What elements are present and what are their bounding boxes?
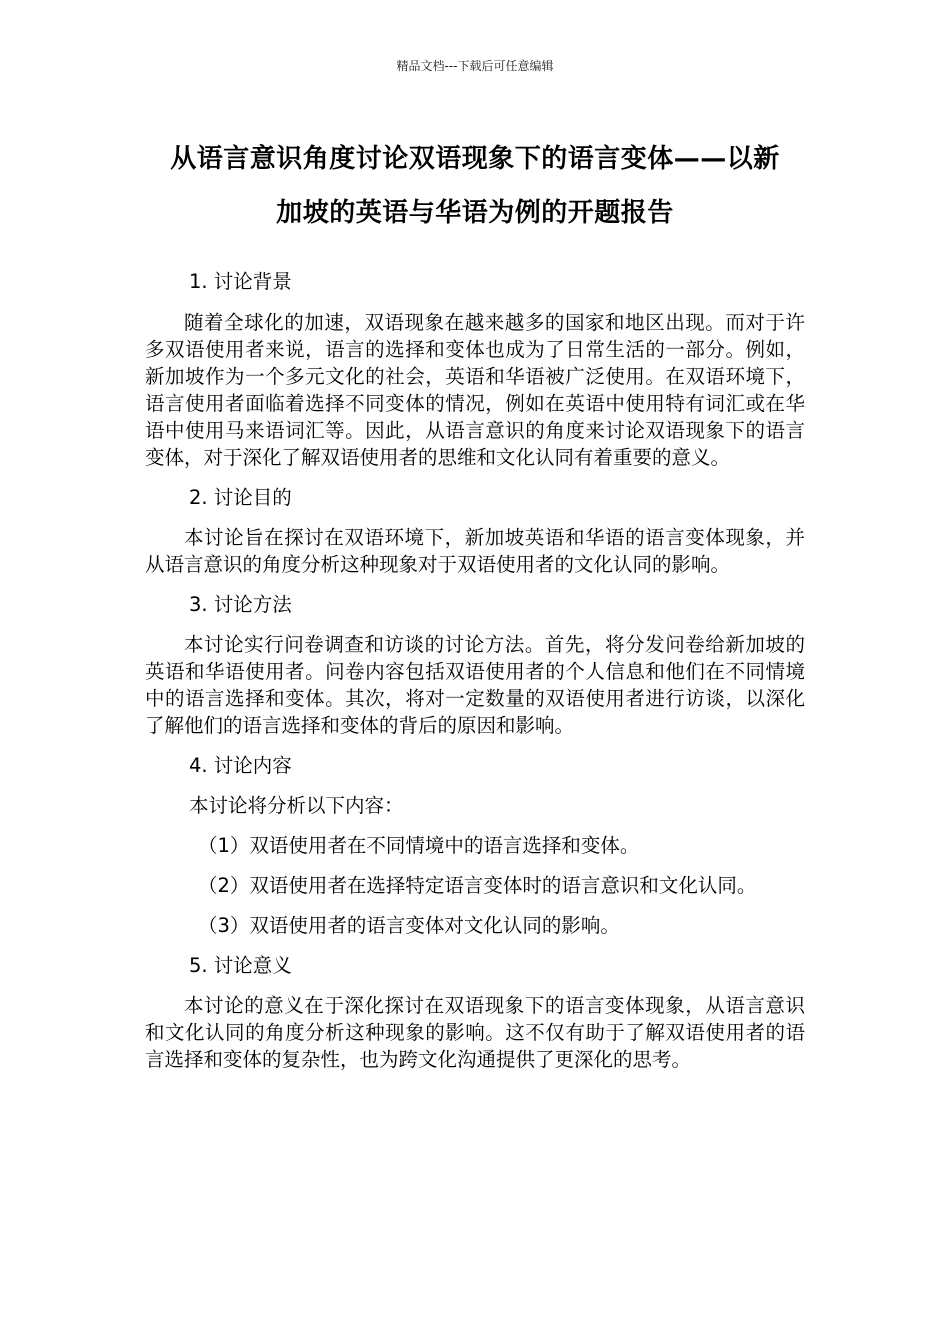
list-item: （1）双语使用者在不同情境中的语言选择和变体。 — [198, 834, 640, 857]
paragraph-purpose: 本讨论旨在探讨在双语环境下，新加坡英语和华语的语言变体现象，并从语言意识的角度分析这种现象对于双语使用者的文化认同的影响。 — [145, 526, 805, 576]
list-item: （3）双语使用者的语言变体对文化认同的影响。 — [198, 914, 620, 937]
section-heading-content: 4. 讨论内容 — [189, 754, 292, 777]
page-header: 精品文档---下载后可任意编辑 — [396, 59, 554, 73]
paragraph-method: 本讨论实行问卷调查和访谈的讨论方法。首先，将分发问卷给新加坡的英语和华语使用者。问卷内容包括双语使用者的个人信息和他们在不同情境中的语言选择和变体。其次，将对一定数量的双语使用者进行访谈，以深化了解他们的语言选择和变体的背后的原因和影响。 — [145, 633, 805, 737]
list-item: （2）双语使用者在选择特定语言变体时的语言意识和文化认同。 — [198, 874, 757, 897]
section-heading-significance: 5. 讨论意义 — [189, 954, 292, 977]
paragraph-background: 随着全球化的加速，双语现象在越来越多的国家和地区出现。而对于许多双语使用者来说，语言的选择和变体也成为了日常生活的一部分。例如，新加坡作为一个多元文化的社会，英语和华语被广泛使用。在双语环境下，语言使用者面临着选择不同变体的情况，例如在英语中使用特有词汇或在华语中使用马来语词汇等。因此，从语言意识的角度来讨论双语现象下的语言变体，对于深化了解双语使用者的思维和文化认同有着重要的意义。 — [145, 311, 805, 469]
paragraph-significance: 本讨论的意义在于深化探讨在双语现象下的语言变体现象，从语言意识和文化认同的角度分析这种现象的影响。这不仅有助于了解双语使用者的语言选择和变体的复杂性，也为跨文化沟通提供了更深化的思考。 — [145, 994, 805, 1071]
paragraph-content-intro: 本讨论将分析以下内容： — [189, 794, 404, 817]
title-line-1: 从语言意识角度讨论双语现象下的语言变体——以新 — [170, 144, 780, 174]
section-heading-background: 1. 讨论背景 — [189, 270, 292, 293]
section-heading-method: 3. 讨论方法 — [189, 593, 292, 616]
section-heading-purpose: 2. 讨论目的 — [189, 486, 292, 509]
title-line-2: 加坡的英语与华语为例的开题报告 — [276, 198, 674, 228]
document-title — [130, 132, 820, 240]
document-body — [145, 268, 805, 1073]
